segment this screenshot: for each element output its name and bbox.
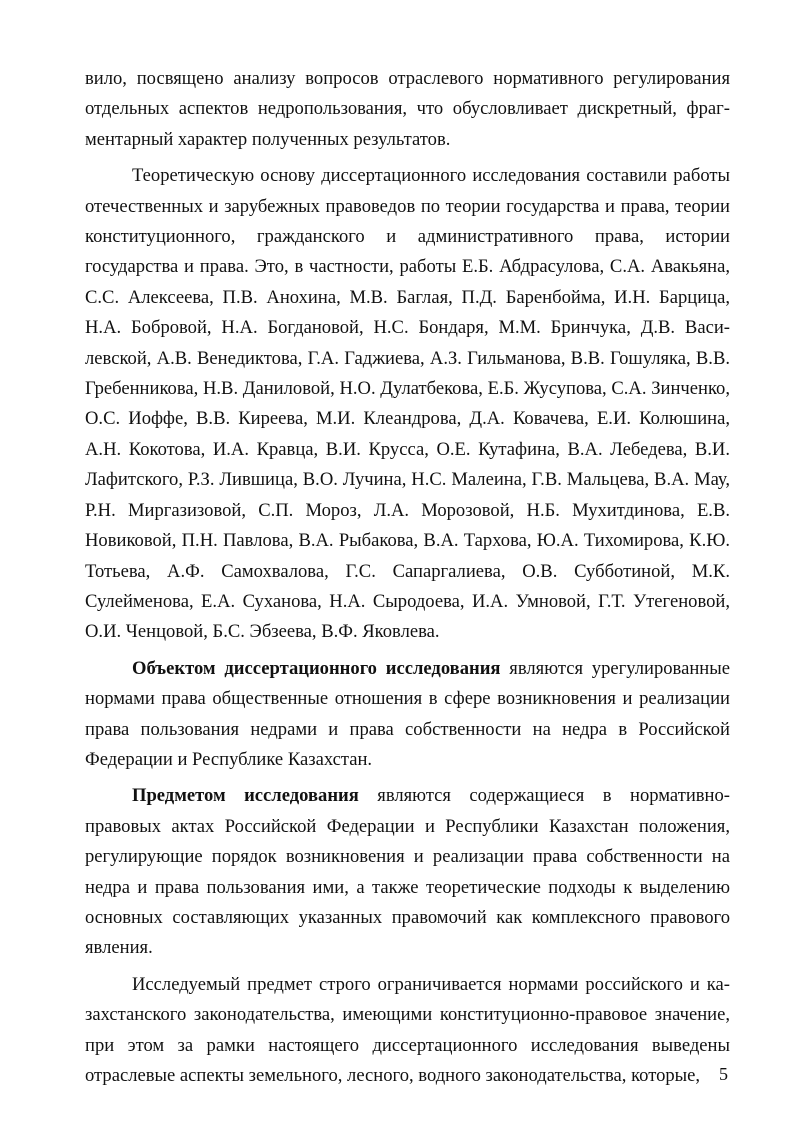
paragraph-continuation (85, 64, 730, 155)
paragraph-text: вило, посвящено анализу вопросов отраслевого нормативного регулирования отдельных аспектов недропользования, что обусловливает дискретный, фрагментарный характер полученных результатов. (85, 68, 730, 150)
paragraph-research-object (85, 654, 730, 776)
paragraph-text: Исследуемый предмет строго ограничивается нормами российского и казахстанского законодательства, имеющими конституционно-правовое значение, при этом за рамки настоящего диссертационного исследования выведены отраслевые аспекты земельного, лесного, водного законодательства, которые, (85, 973, 730, 1086)
paragraph-research-subject (85, 781, 730, 963)
paragraph-subject-limits (85, 970, 730, 1092)
paragraph-text: Теоретическую основу диссертационного исследования составили работы отечественных и зарубежных правоведов по теории государства и права, теории конституционного, гражданского и административного права, истории государства и права. Это, в частности, работы Е.Б. Абдрасулова, С.А. Авакьяна, С.С. Алексеева, П.В. Анохина, М.В. Баглая, П.Д. Баренбойма, И.Н. Барцица, Н.А. Бобровой, Н.А. Богдановой, Н.С. Бондаря, М.М. Бринчука, Д.В. Василевской, А.В. Венедиктова, Г.А. Гаджиева, А.З. Гильманова, В.В. Гошуляка, В.В. Гребенникова, Н.В. Даниловой, Н.О. Дулатбекова, Е.Б. Жусупова, С.А. Зинченко, О.С. Иоффе, В.В. Киреева, М.И. Клеандрова, Д.А. Ковачева, Е.И. Колюшина, А.Н. Кокотова, И.А. Кравца, В.И. Крусса, О.Е. Кутафина, В.А. Лебедева, В.И. Лафитского, Р.З. Лившица, В.О. Лучина, Н.С. Малеина, Г.В. Мальцева, В.А. Мау, Р.Н. Миргазизовой, С.П. Мороз, Л.А. Морозовой, Н.Б. Мухитдинова, Е.В. Новиковой, П.Н. Павлова, В.А. Рыбакова, В.А. Тархова, Ю.А. Тихомирова, К.Ю. Тотьева, А.Ф. Самохвалова, Г.С. Сапаргалиева, О.В. Субботиной, М.К. Сулейменова, Е.А. Суханова, Н.А. Сыродоева, И.А. Умновой, Г.Т. Утегеновой, О.И. Ченцовой, Б.С. Эбзеева, В.Ф. Яковлева. (85, 165, 730, 643)
paragraph-text: являются урегулированные нормами права общественные отношения в сфере возникновения и реализации права пользования недрами и права собственности на недра в Российской Федерации и Республике Казахстан. (85, 657, 730, 770)
paragraph-lead-bold: Объектом диссертационного исследования (132, 657, 501, 679)
body-text (85, 64, 730, 1091)
paragraph-theoretical-basis (85, 161, 730, 648)
paragraph-text: являются содержащиеся в нормативно-правовых актах Российской Федерации и Республики Казахстан положения, регулирующие порядок возникновения и реализации права собственности на недра и права пользования ими, а также теоретические подходы к выделению основных составляющих указанных правомочий как комплексного правового явления. (85, 785, 730, 959)
page-number: 5 (719, 1064, 728, 1084)
paragraph-lead-bold: Предметом исследования (132, 785, 359, 807)
